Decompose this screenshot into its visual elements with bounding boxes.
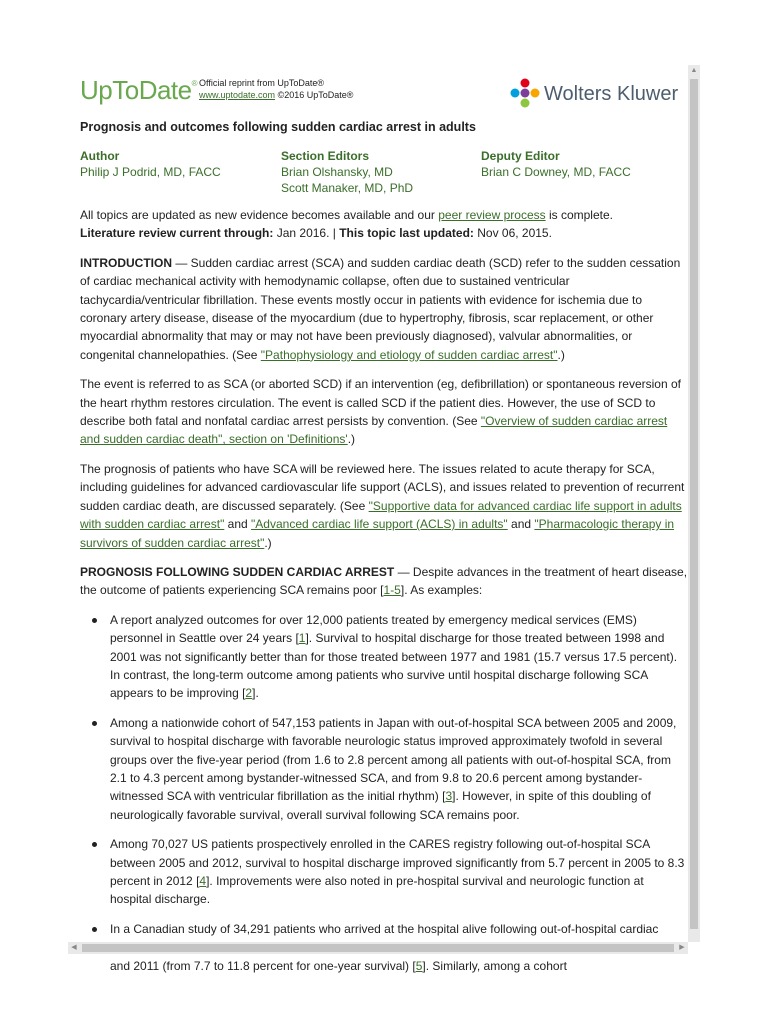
review-status: All topics are updated as new evidence becomes available and our peer review process is complete. Literature review current through: Jan 2016. | This topic last updated: Nov 06, 2015. (80, 208, 613, 241)
list-item: In a Canadian study of 34,291 patients who arrived at the hospital alive following out-of-hospital cardiac and 2011 (from 7.7 to 11.8 percent for one-year survival) [5]. Similarly, among a cohort (80, 920, 688, 975)
article-body (80, 206, 688, 986)
last-updated-label: This topic last updated: (339, 226, 474, 241)
bullet-icon (92, 842, 97, 847)
reference-link[interactable]: 3 (445, 789, 453, 804)
prognosis-heading: PROGNOSIS FOLLOWING SUDDEN CARDIAC ARREST (80, 564, 395, 579)
peer-review-link[interactable]: peer review process (438, 208, 546, 222)
prognosis-paragraph: PROGNOSIS FOLLOWING SUDDEN CARDIAC ARREST — Despite advances in the treatment of heart disease, the outcome of patients experiencing SCA remains poor [1-5]. As examples: (80, 564, 688, 598)
scroll-right-icon[interactable]: ▶ (679, 944, 685, 951)
section-editor-2: Scott Manaker, MD, PhD (281, 181, 414, 195)
definition-paragraph: The event is referred to as SCA (or aborted SCD) if an intervention (eg, defibrillation) or spontaneous reversion of the heart rhythm restores circulation. The event is called SCD if the patient dies. However, the use of SCD to describe both fatal and nonfatal cardiac arrest persists by convention. (See "Overview of sudden cardiac arrest and sudden cardiac death", section on 'Definitions'.) (80, 377, 681, 447)
deputy-editor-name: Brian C Downey, MD, FACC (481, 165, 631, 179)
horizontal-scroll-thumb[interactable] (82, 944, 674, 952)
document-viewport[interactable] (68, 65, 700, 973)
horizontal-scrollbar[interactable] (68, 942, 688, 954)
reference-link[interactable]: 1-5 (383, 583, 401, 598)
literature-review-label: Literature review current through: (80, 226, 274, 241)
overview-definitions-link[interactable]: "Overview of sudden cardiac arrest and sudden cardiac death", section on 'Definitions' (80, 414, 668, 447)
scroll-left-icon[interactable]: ◀ (71, 944, 77, 951)
vertical-scrollbar[interactable] (688, 65, 700, 942)
author-block (80, 148, 221, 180)
reprint-page (68, 65, 688, 973)
page-title: Prognosis and outcomes following sudden cardiac arrest in adults (80, 120, 476, 134)
reference-link[interactable]: 4 (199, 874, 207, 888)
reprint-line: Official reprint from UpToDate® (199, 78, 325, 88)
list-item: Among 70,027 US patients prospectively enrolled in the CARES registry following out-of-hospital SCA between 2005 and 2012, survival to hospital discharge improved significantly from 5.7 percent in 2005 to 8.3 percent in 2012 [4]. Improvements were also noted in pre-hospital survival and neurologic function at hospital discharge. (80, 835, 688, 909)
section-editors-heading: Section Editors (281, 149, 370, 163)
uptodate-logo: UpToDate® (80, 75, 198, 105)
reference-link[interactable]: 1 (298, 631, 306, 646)
acls-link[interactable]: "Advanced cardiac life support (ACLS) in adults" (251, 517, 508, 532)
supportive-data-link[interactable]: "Supportive data for advanced cardiac life support in adults with sudden cardiac arrest" (80, 498, 682, 532)
reference-link[interactable]: 5 (415, 958, 423, 973)
deputy-editor-heading: Deputy Editor (481, 149, 560, 163)
copyright-text: ©2016 UpToDate® (277, 90, 354, 100)
reference-link[interactable]: 2 (245, 686, 253, 701)
bullet-icon (92, 927, 97, 932)
deputy-editor-block (481, 148, 631, 180)
section-editors-block (281, 148, 413, 196)
introduction-heading: INTRODUCTION (80, 255, 172, 270)
wolters-kluwer-logo (510, 76, 710, 110)
pharmacologic-therapy-link[interactable]: "Pharmacologic therapy in survivors of sudden cardiac arrest" (80, 517, 675, 550)
bullet-icon (92, 721, 97, 726)
publisher-name: Wolters Kluwer (544, 83, 679, 105)
introduction-paragraph: INTRODUCTION — Sudden cardiac arrest (SCA) and sudden cardiac death (SCD) refer to the sudden cessation of cardiac mechanical activity with hemodynamic collapse, often due to sustained ventricular tachycardia/ventricular fibrillation. These events mostly occur in patients with evidence for ischemia due to coronary artery disease, disease of the myocardium (due to hypertrophy, fibrosis, scar replacement, or other myocardial abnormality that may or may not have been previously diagnosed), valvular abnormalities, or congenital channelopathies. (See "Pathophysiology and etiology of sudden cardiac arrest".) (80, 255, 681, 362)
author-heading: Author (80, 149, 120, 163)
uptodate-site-link[interactable]: www.uptodate.com (199, 90, 276, 100)
list-item: A report analyzed outcomes for over 12,000 patients treated by emergency medical services (EMS) personnel in Seattle over 24 years [1]. Survival to hospital discharge for those treated between 1998 and 2001 was not significantly better than for those treated between 1977 and 1981 (15.7 versus 17.5 percent). In contrast, the long-term outcome among patients who survive until hospital discharge following SCA appears to be improving [2]. (80, 611, 688, 703)
bullet-icon (92, 618, 97, 623)
scope-paragraph: The prognosis of patients who have SCA will be reviewed here. The issues related to acute therapy for SCA, including guidelines for advanced cardiovascular life support (ACLS), and issues related to prevention of recurrent sudden cardiac death, are discussed separately. (See "Supportive data for advanced cardiac life support in adults with sudden cardiac arrest" and "Advanced cardiac life support (ACLS) in adults" and "Pharmacologic therapy in survivors of sudden cardiac arrest".) (80, 461, 685, 550)
outcome-examples-list (80, 611, 688, 975)
section-editor-1: Brian Olshansky, MD (281, 165, 393, 179)
scroll-up-icon[interactable]: ▲ (690, 67, 698, 74)
wolters-kluwer-globe-icon (510, 78, 540, 108)
author-name: Philip J Podrid, MD, FACC (80, 165, 221, 179)
vertical-scroll-thumb[interactable] (690, 79, 698, 929)
list-item: Among a nationwide cohort of 547,153 patients in Japan with out-of-hospital SCA between 2005 and 2009, survival to hospital discharge with favorable neurologic status improved approximately twofold in several groups over the five-year period (from 1.6 to 2.8 percent among all patients with out-of-hospital SCA, from 2.1 to 4.3 percent among bystander-witnessed SCA, and from 9.8 to 20.6 percent among bystander-witnessed SCA with ventricular fibrillation as the initial rhythm) [3]. However, in spite of this doubling of neurologically favorable survival, overall survival following SCA remains poor. (80, 714, 688, 824)
reprint-notice (199, 77, 353, 101)
pathophysiology-link[interactable]: "Pathophysiology and etiology of sudden cardiac arrest" (260, 347, 558, 362)
